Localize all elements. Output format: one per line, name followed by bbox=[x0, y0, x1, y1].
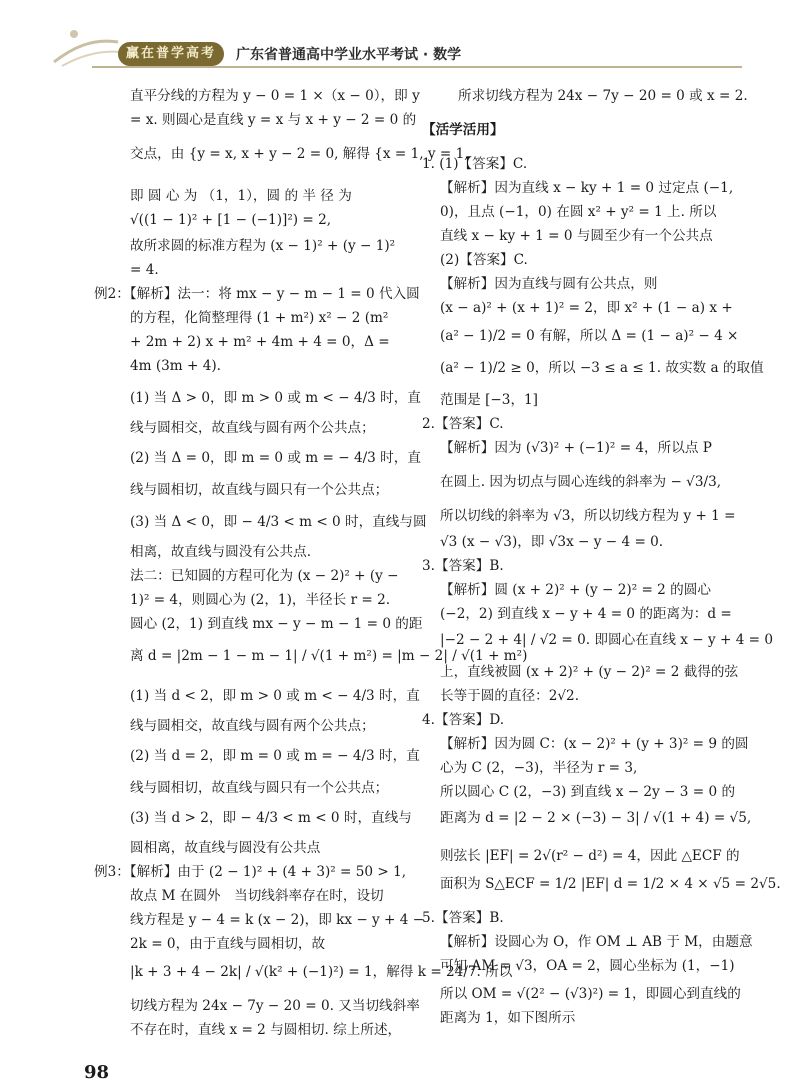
left-text-line: (3) 当 d > 2，即 − 4/3 < m < 0 时，直线与 bbox=[130, 810, 412, 826]
right-text-line: 3.【答案】B. bbox=[422, 558, 504, 574]
right-text-line: |−2 − 2 + 4| / √2 = 0. 即圆心在直线 x − y + 4 = 0 bbox=[440, 632, 774, 648]
right-text-line: 【解析】设圆心为 O，作 OM ⊥ AB 于 M，由题意 bbox=[440, 934, 753, 950]
right-text-line: 范围是 [−3，1] bbox=[440, 392, 538, 408]
left-text-line: 例2：【解析】法一：将 mx − y − m − 1 = 0 代入圆 bbox=[94, 286, 420, 302]
left-text-line: 圆心 (2，1) 到直线 mx − y − m − 1 = 0 的距 bbox=[130, 616, 423, 632]
left-text-line: 2k = 0，由于直线与圆相切，故 bbox=[130, 936, 326, 952]
left-text-line: (2) 当 Δ = 0，即 m = 0 或 m = − 4/3 时，直 bbox=[130, 450, 421, 466]
left-text-line: 线与圆相切，故直线与圆只有一个公共点； bbox=[130, 482, 389, 498]
right-text-line: 距离为 d = |2 − 2 × (−3) − 3| / √(1 + 4) = √5, bbox=[440, 810, 752, 826]
left-text-line: 1)² = 4，则圆心为 (2，1)，半径长 r = 2. bbox=[130, 592, 391, 608]
right-text-line: 4.【答案】D. bbox=[422, 712, 505, 728]
right-text-line: 【解析】因为 (√3)² + (−1)² = 4，所以点 P bbox=[440, 440, 712, 456]
left-text-line: 线与圆相交，故直线与圆有两个公共点； bbox=[130, 718, 375, 734]
left-text-line: 线方程是 y − 4 = k (x − 2)，即 kx − y + 4 − bbox=[130, 912, 425, 928]
left-text-line: 直平分线的方程为 y − 0 = 1 ×（x − 0），即 y bbox=[130, 88, 420, 104]
left-text-line: (1) 当 Δ > 0，即 m > 0 或 m < − 4/3 时，直 bbox=[130, 390, 421, 406]
left-text-line: 离 d = |2m − 1 − m − 1| / √(1 + m²) = |m − 2| / √(1 + m²) bbox=[130, 648, 528, 664]
right-text-line: 【解析】圆 (x + 2)² + (y − 2)² = 2 的圆心 bbox=[440, 582, 711, 598]
header-divider bbox=[92, 66, 742, 68]
right-text-line: √3 (x − √3)，即 √3x − y − 4 = 0. bbox=[440, 534, 664, 550]
right-text-line: 长等于圆的直径：2√2. bbox=[440, 688, 580, 704]
left-text-line: 即 圆 心 为 （1，1），圆 的 半 径 为 bbox=[130, 188, 352, 204]
left-text-line: (1) 当 d < 2，即 m > 0 或 m < − 4/3 时，直 bbox=[130, 688, 420, 704]
header-title: 广东省普通高中学业水平考试 · 数学 bbox=[236, 47, 462, 63]
right-text-line: 面积为 S△ECF = 1/2 |EF| d = 1/2 × 4 × √5 = 2√5. bbox=[440, 876, 781, 892]
left-text-line: √((1 − 1)² + [1 − (−1)]²) = 2, bbox=[130, 212, 332, 228]
left-text-line: 线与圆相交，故直线与圆有两个公共点； bbox=[130, 420, 375, 436]
right-text-line: 则弦长 |EF| = 2√(r² − d²) = 4，因此 △ECF 的 bbox=[440, 848, 740, 864]
right-text-line: 所求切线方程为 24x − 7y − 20 = 0 或 x = 2. bbox=[458, 88, 748, 104]
left-text-line: 4m (3m + 4). bbox=[130, 358, 222, 374]
right-text-line: 可知 AM = √3，OA = 2，圆心坐标为 (1，−1) bbox=[440, 958, 735, 974]
right-text-line: 5.【答案】B. bbox=[422, 910, 504, 926]
left-text-line: + 2m + 2) x + m² + 4m + 4 = 0，Δ = bbox=[130, 334, 390, 350]
right-text-line: 【解析】因为直线与圆有公共点，则 bbox=[440, 276, 658, 292]
left-text-line: 相离，故直线与圆没有公共点. bbox=[130, 544, 312, 560]
left-text-line: 圆相离，故直线与圆没有公共点 bbox=[130, 840, 321, 856]
left-text-line: = 4. bbox=[130, 262, 159, 278]
right-text-line: 上，直线被圆 (x + 2)² + (y − 2)² = 2 截得的弦 bbox=[440, 664, 739, 680]
right-text-line: 直线 x − ky + 1 = 0 与圆至少有一个公共点 bbox=[440, 228, 713, 244]
left-text-line: (3) 当 Δ < 0，即 − 4/3 < m < 0 时，直线与圆 bbox=[130, 514, 427, 530]
header-badge: 赢在普学高考 bbox=[118, 42, 224, 66]
left-text-line: (2) 当 d = 2，即 m = 0 或 m = − 4/3 时，直 bbox=[130, 748, 420, 764]
right-text-line: 2.【答案】C. bbox=[422, 416, 504, 432]
page-header bbox=[0, 0, 800, 80]
left-text-line: |k + 3 + 4 − 2k| / √(k² + (−1)²) = 1，解得 k = 24/7. 所以 bbox=[130, 964, 513, 980]
right-text-line: 距离为 1，如下图所示 bbox=[440, 1010, 576, 1026]
left-text-line: 不存在时，直线 x = 2 与圆相切. 综上所述， bbox=[130, 1022, 402, 1038]
left-text-line: 线与圆相切，故直线与圆只有一个公共点； bbox=[130, 780, 389, 796]
left-text-line: 的方程，化简整理得 (1 + m²) x² − 2 (m² bbox=[130, 310, 389, 326]
right-text-line: 【活学活用】 bbox=[422, 122, 504, 138]
right-text-line: 所以切线的斜率为 √3，所以切线方程为 y + 1 = bbox=[440, 508, 736, 524]
right-text-line: 【解析】因为圆 C：(x − 2)² + (y + 3)² = 9 的圆 bbox=[440, 736, 749, 752]
left-text-line: 切线方程为 24x − 7y − 20 = 0. 又当切线斜率 bbox=[130, 998, 420, 1014]
right-text-line: (a² − 1)/2 ≥ 0，所以 −3 ≤ a ≤ 1. 故实数 a 的取值 bbox=[440, 360, 764, 376]
left-text-line: 法二：已知圆的方程可化为 (x − 2)² + (y − bbox=[130, 568, 399, 584]
page-number: 98 bbox=[84, 1062, 110, 1083]
right-text-line: 心为 C (2，−3)，半径为 r = 3, bbox=[440, 760, 638, 776]
left-text-line: 故点 M 在圆外 当切线斜率存在时，设切 bbox=[130, 888, 384, 904]
decorative-swoosh-icon bbox=[52, 18, 122, 68]
right-text-line: (x − a)² + (x + 1)² = 2，即 x² + (1 − a) x + bbox=[440, 300, 733, 316]
right-text-line: (2)【答案】C. bbox=[440, 252, 528, 268]
right-text-line: 0)，且点 (−1，0) 在圆 x² + y² = 1 上. 所以 bbox=[440, 204, 717, 220]
left-text-line: = x. 则圆心是直线 y = x 与 x + y − 2 = 0 的 bbox=[130, 112, 417, 128]
right-text-line: 所以 OM = √(2² − (√3)²) = 1，即圆心到直线的 bbox=[440, 986, 741, 1002]
left-text-line: 故所求圆的标准方程为 (x − 1)² + (y − 1)² bbox=[130, 238, 396, 254]
right-text-line: 在圆上. 因为切点与圆心连线的斜率为 − √3/3, bbox=[440, 474, 722, 490]
left-text-line: 交点，由 {y = x, x + y − 2 = 0, 解得 {x = 1, y = 1, bbox=[130, 146, 469, 162]
right-text-line: 1. (1)【答案】C. bbox=[422, 156, 528, 172]
right-text-line: 【解析】因为直线 x − ky + 1 = 0 过定点 (−1, bbox=[440, 180, 734, 196]
right-text-line: 所以圆心 C (2，−3) 到直线 x − 2y − 3 = 0 的 bbox=[440, 784, 736, 800]
right-text-line: (−2，2) 到直线 x − y + 4 = 0 的距离为：d = bbox=[440, 606, 732, 622]
left-text-line: 例3：【解析】由于 (2 − 1)² + (4 + 3)² = 50 > 1, bbox=[94, 864, 407, 880]
right-text-line: (a² − 1)/2 = 0 有解，所以 Δ = (1 − a)² − 4 × bbox=[440, 328, 739, 344]
